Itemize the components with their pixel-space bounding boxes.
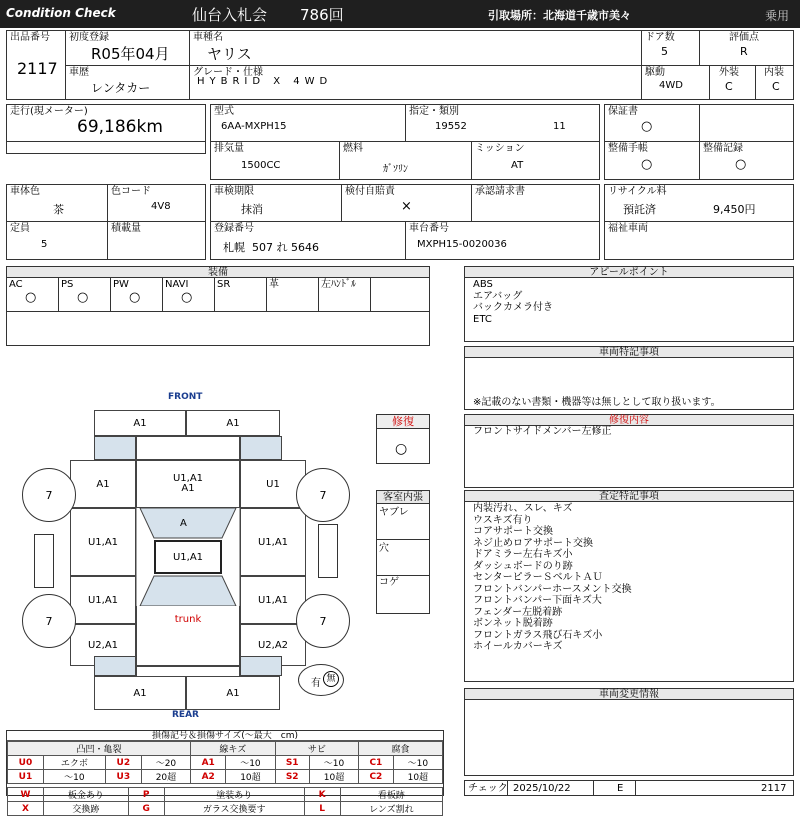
- legend-code: U1: [8, 770, 44, 784]
- legend-group-rust: サビ: [275, 742, 359, 756]
- special-notes-block: [464, 346, 794, 410]
- equipment-label: PS: [61, 279, 74, 290]
- registration-block: [210, 184, 600, 260]
- inspection-notes-title: 査定特記事項: [465, 491, 793, 502]
- auction-name: 仙台入札会: [192, 6, 268, 24]
- insurance-mark: ×: [401, 199, 412, 214]
- repair-content-title: 修復内容: [465, 415, 793, 426]
- check-date: 2025/10/22: [513, 783, 571, 794]
- roof: U1,A1: [154, 540, 222, 574]
- equipment-label: NAVI: [165, 279, 189, 290]
- cabin-hole-label: 穴: [379, 543, 389, 554]
- change-info-title: 車両変更情報: [465, 689, 793, 700]
- appeal-item: バックカメラ付き: [473, 302, 553, 313]
- repair-mark: ○: [395, 441, 408, 457]
- note-line: センターピラーＳベルトＡＵ: [473, 572, 603, 583]
- legend-code: G: [128, 802, 164, 816]
- rear-label: REAR: [172, 710, 199, 720]
- color-code: 4V8: [151, 201, 171, 212]
- legend-desc: 10超: [226, 770, 275, 784]
- legend-desc: 板金あり: [44, 788, 129, 802]
- legend-table: [7, 741, 443, 784]
- mirror-right: [318, 524, 338, 578]
- designation-label: 指定・類別: [409, 106, 459, 117]
- legend-code: U2: [105, 756, 141, 770]
- service-book-label: 整備手帳: [608, 143, 648, 154]
- note-line: コアサポート交換: [473, 526, 553, 537]
- legend-title: 損傷記号＆損傷サイズ(〜最大 cm): [7, 731, 443, 741]
- quarter-rear-left: U2,A1: [70, 624, 136, 666]
- note-line: ホイールカバーキズ: [473, 641, 563, 652]
- appeal-block: [464, 266, 794, 342]
- door-front-left: U1,A1: [70, 508, 136, 576]
- records-block: [604, 104, 794, 180]
- front-grille: [136, 436, 240, 460]
- note-line: ダッシュボードのり跡: [473, 560, 573, 572]
- fuel: ｶﾞｿﾘﾝ: [383, 164, 408, 175]
- tire-rear-right: 7: [296, 594, 350, 648]
- first-reg: R05年04月: [91, 45, 170, 63]
- load-label: 積載量: [111, 223, 141, 234]
- pickup-location: 引取場所：北海道千歳市美々: [488, 9, 631, 22]
- score: R: [740, 45, 748, 58]
- body-color: 茶: [53, 203, 64, 216]
- cabin-title: 客室内張: [377, 491, 429, 504]
- equipment-mark: ○: [25, 290, 37, 305]
- fender-front-right: U1: [240, 460, 306, 508]
- headlight-right: [240, 436, 282, 460]
- legend-code: S1: [275, 756, 309, 770]
- trunk: trunk: [136, 606, 240, 666]
- legend-desc: 10超: [309, 770, 358, 784]
- inspection-label: 車検期限: [214, 186, 254, 197]
- equipment-label: 左ﾊﾝﾄﾞﾙ: [321, 279, 356, 290]
- legend-desc: 〜20: [141, 756, 190, 770]
- legend-code: U0: [8, 756, 44, 770]
- tire-front-right: 7: [296, 468, 350, 522]
- exterior-label: 外装: [719, 67, 739, 78]
- appeal-item: ABS: [473, 279, 493, 290]
- first-reg-label: 初度登録: [69, 32, 109, 43]
- capacity: 5: [41, 239, 48, 250]
- legend-code: S2: [275, 770, 309, 784]
- repair-title: 修復: [377, 415, 429, 429]
- check-footer: [464, 780, 794, 796]
- legend-code: U3: [105, 770, 141, 784]
- taillight-left: [94, 656, 136, 676]
- legend-code: L: [304, 802, 340, 816]
- basic-info-block: [6, 30, 794, 100]
- equipment-label: PW: [113, 279, 129, 290]
- equipment-label: AC: [9, 279, 23, 290]
- exterior-grade: C: [725, 80, 733, 93]
- change-info-block: [464, 688, 794, 776]
- rear-glass: [140, 576, 236, 606]
- legend-group-dent: 凸凹・亀裂: [8, 742, 191, 756]
- legend-desc: 交換跡: [44, 802, 129, 816]
- drive: 4WD: [659, 80, 683, 91]
- chassis-label: 車台番号: [409, 223, 449, 234]
- legend-desc: 〜10: [393, 756, 442, 770]
- vehicle-category: 乗用: [765, 9, 790, 23]
- legend-group-scratch: 線キズ: [191, 742, 276, 756]
- special-notes-disclaimer: ※記載のない書類・機器等は無しとして取り扱います。: [473, 397, 721, 408]
- door-front-right: U1,A1: [240, 508, 306, 576]
- damage-legend: [6, 730, 444, 815]
- lot-no-label: 出品番号: [10, 32, 50, 43]
- model-label: 型式: [214, 106, 234, 117]
- rear-bumper-right: A1: [186, 676, 280, 710]
- equipment-item: [215, 278, 267, 311]
- spec-block: [210, 104, 600, 180]
- equipment-mark: ○: [181, 290, 193, 305]
- tire-front-left: 7: [22, 468, 76, 522]
- color-label: 車体色: [10, 186, 40, 197]
- appeal-title: アピールポイント: [465, 267, 793, 278]
- note-line: ウスキズ有り: [473, 514, 533, 526]
- appeal-list: [473, 279, 553, 325]
- rear-bumper-left: A1: [94, 676, 186, 710]
- legend-desc: 〜10: [226, 756, 275, 770]
- fuel-label: 燃料: [343, 143, 363, 154]
- warranty-label: 保証書: [608, 106, 638, 117]
- rear-panel: [136, 666, 240, 676]
- recycle-label: リサイクル料: [608, 186, 667, 197]
- repair-box: [376, 414, 430, 464]
- legend-code: P: [128, 788, 164, 802]
- note-line: ネジ止めロアサポート交換: [473, 537, 593, 549]
- auction-lot: 786回: [300, 6, 344, 24]
- inspection-notes-block: [464, 490, 794, 682]
- legend-desc: 10超: [393, 770, 442, 784]
- inspection-notes-list: [473, 503, 632, 653]
- check-lot: 2117: [761, 783, 787, 794]
- fender-front-left: A1: [70, 460, 136, 508]
- legend-code: X: [8, 802, 44, 816]
- welfare-label: 福祉車両: [608, 223, 648, 234]
- legend-desc: レンズ割れ: [340, 802, 442, 816]
- car-name-label: 車種名: [193, 32, 223, 43]
- header-bar: [0, 0, 800, 28]
- note-line: フロントバンパー下面キズ大: [473, 595, 602, 606]
- lot-no: 2117: [17, 59, 58, 78]
- history-label: 車歴: [69, 67, 89, 78]
- reg-no-label: 登録番号: [214, 223, 254, 234]
- legend-desc: 〜10: [309, 756, 358, 770]
- mileage-block: [6, 104, 206, 154]
- legend-desc: 塗装あり: [164, 788, 304, 802]
- recycle-block: [604, 184, 794, 260]
- interior-label: 内装: [764, 67, 784, 78]
- damage-diagram: [0, 386, 376, 726]
- cabin-burn-label: コゲ: [379, 577, 399, 588]
- color-code-label: 色コード: [111, 186, 151, 197]
- equipment-item: [111, 278, 163, 311]
- door-rear-left: U1,A1: [70, 576, 136, 624]
- equipment-mark: ○: [129, 290, 141, 305]
- legend-desc: 20超: [141, 770, 190, 784]
- legend-code: C2: [359, 770, 394, 784]
- car-name: ヤリス: [207, 45, 252, 63]
- equipment-item: [319, 278, 371, 311]
- spare-label: 有: [311, 678, 321, 689]
- inspection-status: 抹消: [241, 203, 263, 216]
- mission-label: ミッション: [475, 143, 525, 154]
- legend-desc: エクボ: [43, 756, 105, 770]
- cabin-lining-box: [376, 490, 430, 614]
- repair-content-text: フロントサイドメンバー左修正: [473, 426, 612, 437]
- repair-content-block: [464, 414, 794, 488]
- appeal-item: エアバッグ: [473, 290, 523, 302]
- brand-title: Condition Check: [6, 6, 116, 20]
- spare-tire: [298, 664, 344, 696]
- mirror-left: [34, 534, 54, 588]
- chassis-number: MXPH15-0020036: [417, 239, 507, 250]
- tire-rear-left: 7: [22, 594, 76, 648]
- equipment-item: [7, 278, 59, 311]
- check-code: E: [617, 783, 624, 794]
- legend-table-2: [7, 787, 443, 816]
- doors-label: ドア数: [645, 32, 675, 43]
- mileage-label: 走行(現メーター): [10, 106, 88, 117]
- model-code: 6AA-MXPH15: [221, 121, 287, 132]
- service-record-label: 整備記録: [703, 143, 743, 154]
- grade-label: グレード・仕様: [193, 67, 263, 78]
- displacement: 1500CC: [241, 160, 281, 171]
- equipment-block: [6, 266, 430, 346]
- approval-label: 承認請求書: [475, 186, 525, 197]
- equipment-item: [267, 278, 319, 311]
- equipment-item: [163, 278, 215, 311]
- windshield-glass: [140, 508, 236, 538]
- cabin-tear-label: ヤブレ: [379, 507, 409, 518]
- service-book-mark: ○: [641, 157, 653, 172]
- appeal-item: ETC: [473, 313, 492, 325]
- equipment-label: SR: [217, 279, 231, 290]
- quarter-rear-right: U2,A2: [240, 624, 306, 666]
- category-no: 11: [553, 121, 566, 132]
- grade: HYBRID X 4WD: [197, 76, 333, 87]
- doors: 5: [661, 45, 668, 58]
- note-line: ドアミラー左右キズ小: [473, 549, 573, 560]
- legend-group-corrosion: 腐食: [359, 742, 443, 756]
- legend-desc: 〜10: [43, 770, 105, 784]
- headlight-left: [94, 436, 136, 460]
- front-bumper-left: A1: [94, 410, 186, 436]
- front-label: FRONT: [168, 392, 203, 402]
- score-label: 評価点: [729, 32, 759, 43]
- equipment-label: 革: [269, 279, 279, 290]
- insurance-label: 検付自賠責: [345, 186, 395, 197]
- note-line: フロントガラス飛び石キズ小: [473, 629, 603, 641]
- service-record-mark: ○: [735, 157, 747, 172]
- legend-code: A2: [191, 770, 226, 784]
- warranty-mark: ○: [641, 119, 653, 134]
- equipment-item: [59, 278, 111, 311]
- legend-code: W: [8, 788, 44, 802]
- interior-grade: C: [772, 80, 780, 93]
- special-notes-title: 車両特記事項: [465, 347, 793, 358]
- windshield-code: A: [180, 518, 187, 529]
- history: レンタカー: [91, 81, 151, 95]
- recycle-status: 預託済: [623, 203, 656, 216]
- taillight-right: [240, 656, 282, 676]
- door-rear-right: U1,A1: [240, 576, 306, 624]
- equipment-title: 装備: [7, 267, 429, 278]
- capacity-label: 定員: [10, 223, 30, 234]
- registration-number: 札幌 507 れ 5646: [223, 241, 319, 254]
- legend-code: K: [304, 788, 340, 802]
- legend-code: C1: [359, 756, 394, 770]
- drive-label: 駆動: [645, 67, 665, 78]
- legend-code: A1: [191, 756, 226, 770]
- recycle-fee: 9,450円: [713, 203, 756, 216]
- note-line: フロントバンパーホースメント交換: [473, 583, 632, 595]
- body-info-block: [6, 184, 206, 260]
- front-bumper-right: A1: [186, 410, 280, 436]
- designation-no: 19552: [435, 121, 467, 132]
- displacement-label: 排気量: [214, 143, 244, 154]
- note-line: フェンダー左脱着跡: [473, 606, 563, 618]
- hood: U1,A1 A1: [136, 460, 240, 508]
- mileage: 69,186km: [77, 117, 163, 137]
- legend-desc: 看板跡: [340, 788, 442, 802]
- mission: AT: [511, 160, 524, 171]
- equipment-mark: ○: [77, 290, 89, 305]
- note-line: 内装汚れ、スレ、キズ: [473, 503, 573, 514]
- note-line: ボンネット脱着跡: [473, 618, 553, 629]
- spare-mark: 無: [323, 671, 339, 687]
- legend-desc: ガラス交換要す: [164, 802, 304, 816]
- check-label: チェック: [468, 783, 508, 794]
